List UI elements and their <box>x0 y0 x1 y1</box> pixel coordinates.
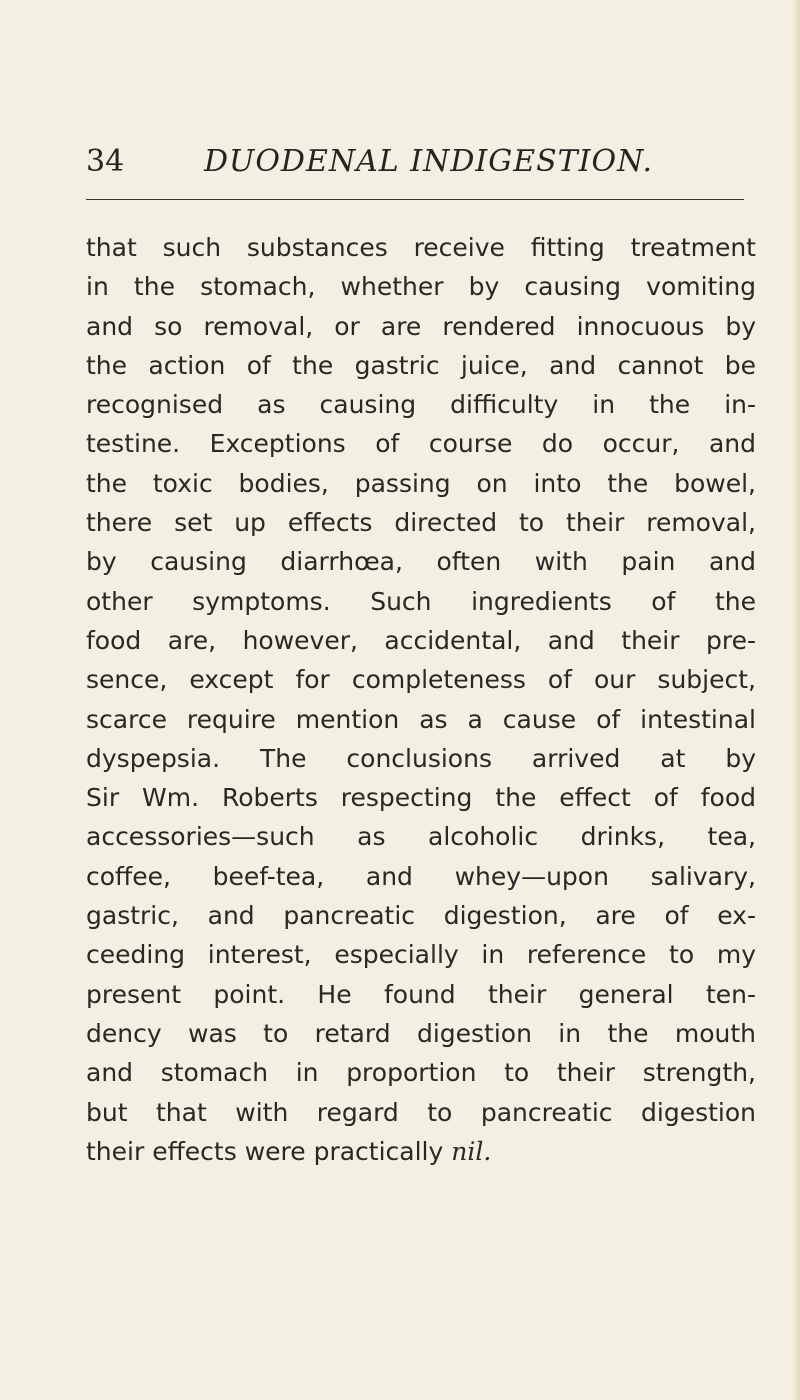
text-line: testine. Exceptions of course do occur, and <box>86 429 756 459</box>
text-line-last <box>86 1132 756 1171</box>
text-line: and stomach in proportion to their strength, <box>86 1058 756 1088</box>
text-line: but that with regard to pancreatic digestion <box>86 1097 756 1127</box>
text-line: food are, however, accidental, and their pre- <box>86 625 756 655</box>
last-line-text: their effects were practically <box>86 1136 452 1166</box>
text-line: accessories—such as alcoholic drinks, tea, <box>86 822 756 852</box>
page-edge <box>794 0 800 1400</box>
text-line: present point. He found their general ten- <box>86 979 756 1009</box>
chapter-title: DUODENAL INDIGESTION. <box>204 144 653 179</box>
text-line: recognised as causing difficulty in the in- <box>86 390 756 420</box>
text-line: coffee, beef-tea, and whey—upon salivary, <box>86 861 756 891</box>
text-line: dyspepsia. The conclusions arrived at by <box>86 743 756 773</box>
text-line: Sir Wm. Roberts respecting the effect of food <box>86 783 756 813</box>
text-line: other symptoms. Such ingredients of the <box>86 586 756 616</box>
text-line: there set up effects directed to their removal, <box>86 508 756 538</box>
text-line: that such substances receive fitting treatment <box>86 233 756 262</box>
body-paragraph <box>86 228 756 1171</box>
running-head <box>86 140 746 184</box>
text-line: and so removal, or are rendered innocuous by <box>86 311 756 341</box>
text-line: by causing diarrhœa, often with pain and <box>86 547 756 577</box>
text-line: dency was to retard digestion in the mouth <box>86 1018 756 1048</box>
text-line: gastric, and pancreatic digestion, are of ex- <box>86 901 756 931</box>
text-line: sence, except for completeness of our subject, <box>86 665 756 695</box>
text-line: scarce require mention as a cause of intestinal <box>86 704 756 734</box>
page-number: 34 <box>86 144 125 179</box>
text-line: the toxic bodies, passing on into the bowel, <box>86 468 756 498</box>
text-line: the action of the gastric juice, and cannot be <box>86 350 756 380</box>
text-line: in the stomach, whether by causing vomiting <box>86 272 756 302</box>
emphasis-nil: nil. <box>451 1136 492 1166</box>
header-rule <box>86 199 744 200</box>
text-line: ceeding interest, especially in reference to my <box>86 940 756 970</box>
